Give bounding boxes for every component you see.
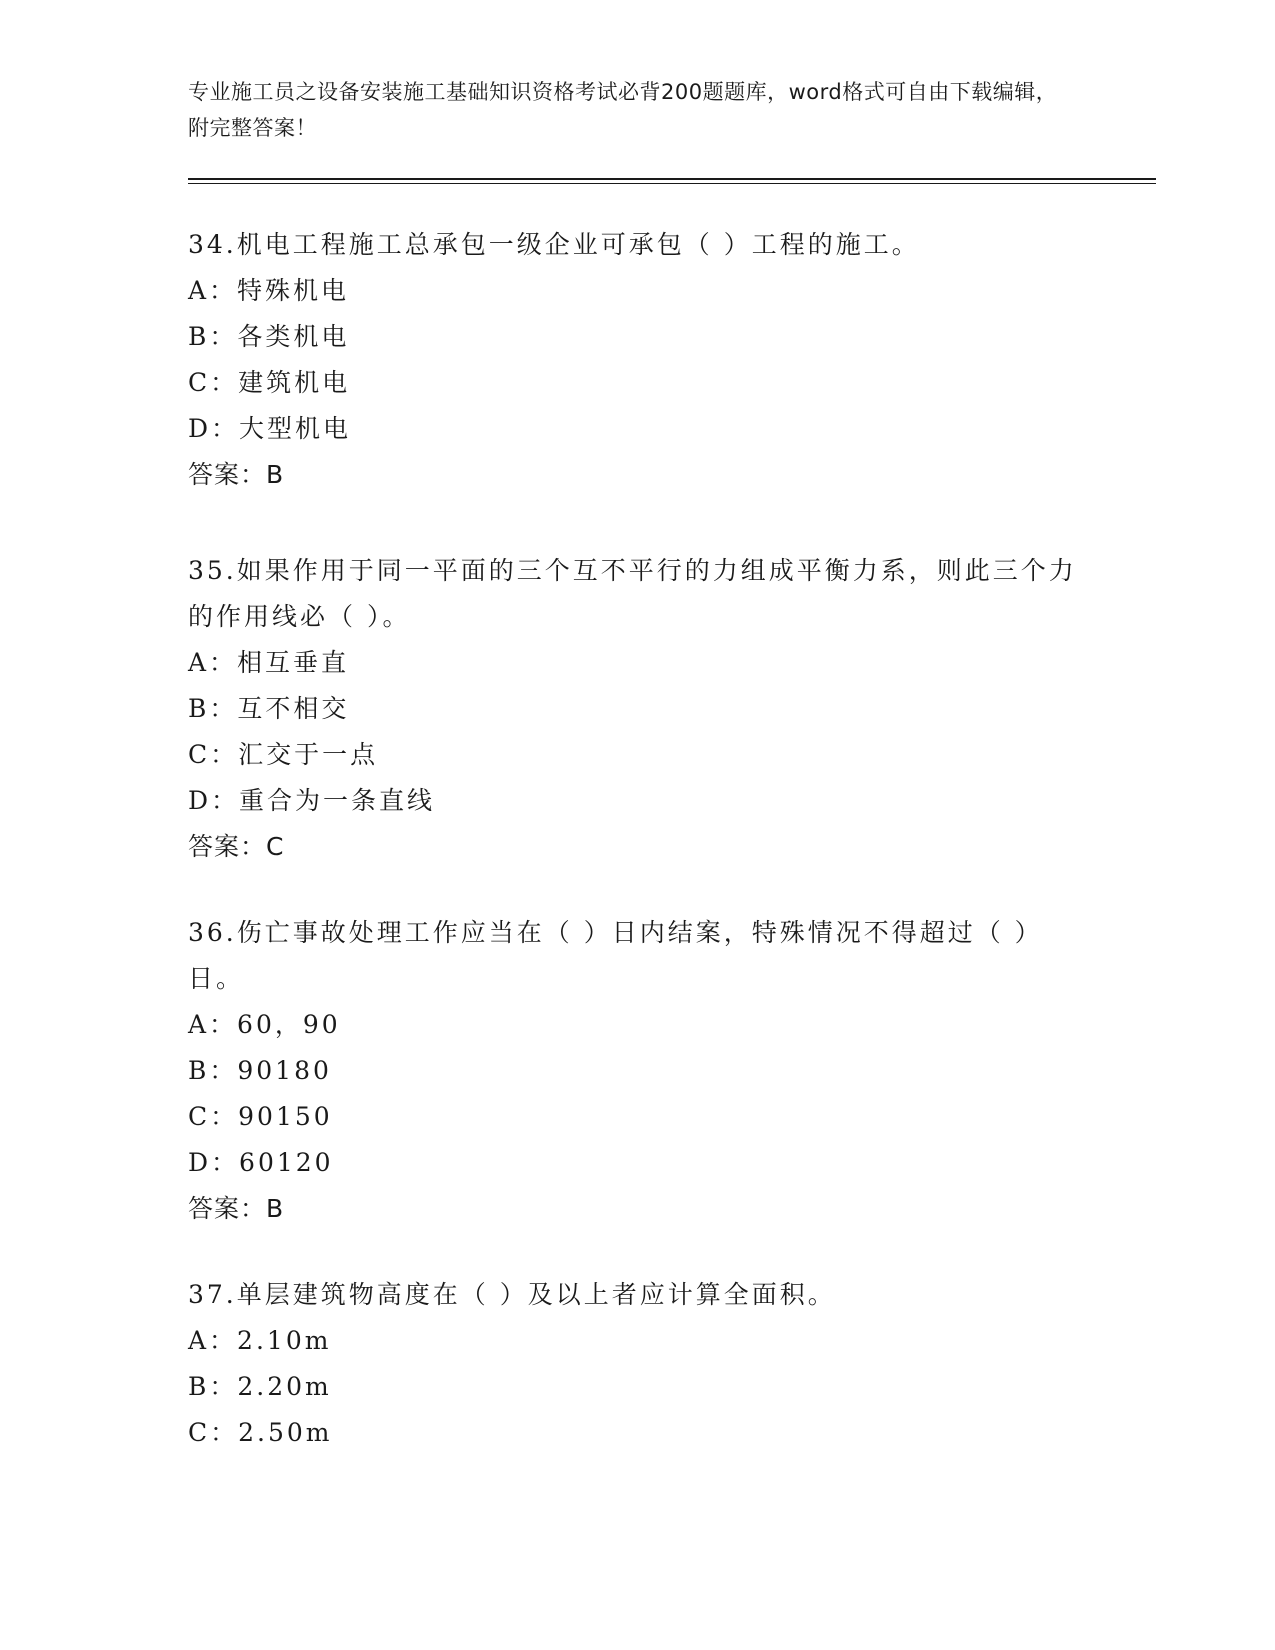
- question-text: 37.单层建筑物高度在（ ）及以上者应计算全面积。: [188, 1280, 836, 1309]
- answer-line: 答案：B: [188, 1194, 285, 1223]
- option-b: B：各类机电: [188, 322, 350, 351]
- option-a: A：2.10m: [188, 1326, 332, 1355]
- question-text: 35.如果作用于同一平面的三个互不平行的力组成平衡力系，则此三个力的作用线必（ ）。: [188, 556, 1077, 631]
- answer-line: 答案：C: [188, 832, 285, 861]
- question-36: [188, 910, 1088, 1232]
- option-c: C：90150: [188, 1102, 333, 1131]
- option-d: D：大型机电: [188, 414, 352, 443]
- option-c: C：汇交于一点: [188, 740, 379, 769]
- option-a: A：60，90: [188, 1010, 341, 1039]
- option-a: A：相互垂直: [188, 648, 350, 677]
- question-34: [188, 222, 1088, 498]
- question-text: 34.机电工程施工总承包一级企业可承包（ ）工程的施工。: [188, 230, 920, 259]
- option-d: D：重合为一条直线: [188, 786, 436, 815]
- document-header: 专业施工员之设备安装施工基础知识资格考试必背200题题库，word格式可自由下载编辑，附完整答案！: [188, 80, 1058, 140]
- question-37: [188, 1272, 1088, 1456]
- option-c: C：2.50m: [188, 1418, 333, 1447]
- header-divider-thin: [188, 183, 1156, 184]
- option-c: C：建筑机电: [188, 368, 351, 397]
- option-b: B：90180: [188, 1056, 332, 1085]
- option-d: D：60120: [188, 1148, 334, 1177]
- question-text: 36.伤亡事故处理工作应当在（ ）日内结案，特殊情况不得超过（ ）日。: [188, 918, 1043, 993]
- option-a: A：特殊机电: [188, 276, 350, 305]
- option-b: B：互不相交: [188, 694, 350, 723]
- answer-line: 答案：B: [188, 460, 285, 489]
- option-b: B：2.20m: [188, 1372, 332, 1401]
- question-35: [188, 548, 1088, 870]
- header-divider-thick: [188, 178, 1156, 180]
